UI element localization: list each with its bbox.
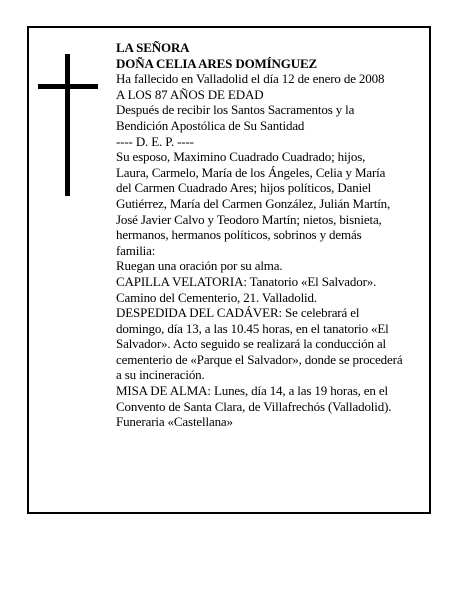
chapel-line: Camino del Cementerio, 21. Valladolid. xyxy=(116,289,317,305)
deceased-name: DOÑA CELIA ARES DOMÍNGUEZ xyxy=(116,55,318,71)
farewell-line: cementerio de «Parque el Salvador», donde se procederá xyxy=(116,351,403,367)
cross-icon-bar xyxy=(38,84,98,89)
prayer-line: Ruegan una oración por su alma. xyxy=(116,258,283,274)
title: LA SEÑORA xyxy=(116,40,190,55)
farewell-line: DESPEDIDA DEL CADÁVER: Se celebrará el xyxy=(116,305,360,321)
family-line: José Javier Calvo y Teodoro Martín; nietos, bisnieta, xyxy=(116,211,382,227)
obituary-text xyxy=(116,40,432,430)
family-line: Gutiérrez, María del Carmen González, Julián Martín, xyxy=(116,195,391,211)
cross-icon xyxy=(65,54,70,196)
family-line: del Carmen Cuadrado Ares; hijos políticos, Daniel xyxy=(116,180,372,196)
family-line: hermanos, hermanos políticos, sobrinos y demás xyxy=(116,227,362,243)
chapel-line: CAPILLA VELATORIA: Tanatorio «El Salvador». xyxy=(116,273,377,289)
age-line: A LOS 87 AÑOS DE EDAD xyxy=(116,86,264,102)
farewell-line: a su incineración. xyxy=(116,367,205,383)
funeral-home: Funeraria «Castellana» xyxy=(116,414,233,430)
mass-line: Convento de Santa Clara, de Villafrechós (Valladolid). xyxy=(116,398,392,414)
family-line: Laura, Carmelo, María de los Ángeles, Celia y María xyxy=(116,164,386,180)
farewell-line: domingo, día 13, a las 10.45 horas, en el tanatorio «El xyxy=(116,320,389,336)
family-line: Su esposo, Maximino Cuadrado Cuadrado; hijos, xyxy=(116,149,366,165)
farewell-line: Salvador». Acto seguido se realizará la conducción al xyxy=(116,336,387,352)
family-line: familia: xyxy=(116,242,156,258)
death-line: Ha fallecido en Valladolid el día 12 de enero de 2008 xyxy=(116,71,385,87)
dep-line: ---- D. E. P. ---- xyxy=(116,133,194,149)
sacraments-line-1: Después de recibir los Santos Sacramentos y la xyxy=(116,102,355,118)
sacraments-line-2: Bendición Apostólica de Su Santidad xyxy=(116,117,305,133)
mass-line: MISA DE ALMA: Lunes, día 14, a las 19 horas, en el xyxy=(116,383,388,399)
